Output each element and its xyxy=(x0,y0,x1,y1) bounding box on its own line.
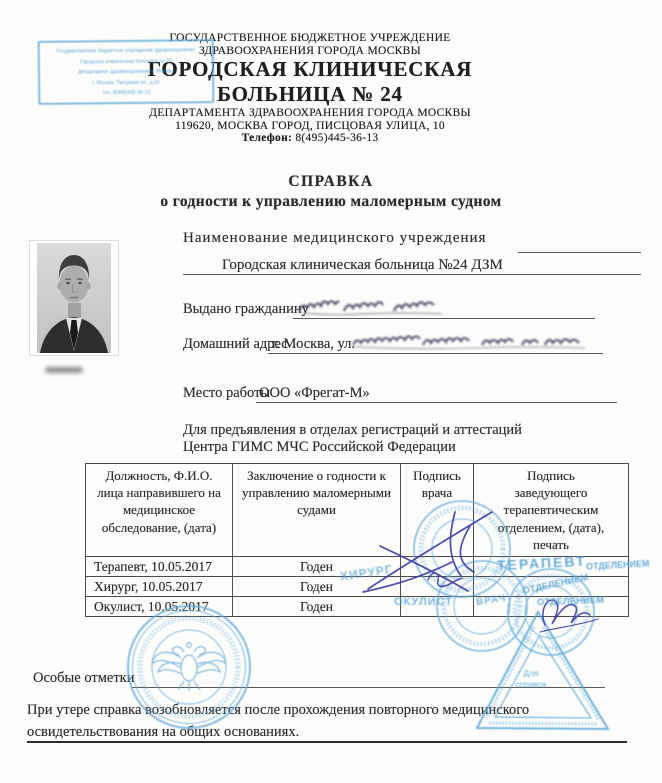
id-photo xyxy=(30,241,118,355)
reissue-note-line1: При утере справка возобновляется после прохождения повторного медицинского xyxy=(27,702,530,718)
purpose-line2: Центра ГИМС МЧС Российской Федерации xyxy=(183,439,456,455)
row-head-signature-cell xyxy=(474,594,629,617)
row-doctor-signature-cell xyxy=(401,597,474,617)
org-name-line2: ЗДРАВООХРАНЕНИЯ ГОРОДА МОСКВЫ xyxy=(199,44,421,57)
reissue-note-line2: освидетельствования на общих основаниях. xyxy=(27,724,300,740)
underline xyxy=(183,274,641,275)
col-header-position: Должность, Ф.И.О. лица направившего на медицинское обследование, (дата) xyxy=(86,464,233,557)
table-row xyxy=(86,577,629,597)
institution-label: Наименование медицинского учреждения xyxy=(183,230,487,246)
document-subtitle: о годности к управлению маломерным судном xyxy=(160,193,502,210)
col-header-conclusion: Заключение о годности к управлению маломерными судами xyxy=(233,464,401,557)
row-conclusion: Годен xyxy=(233,597,401,617)
corner-stamp-line: г. Москва, Писцовая ул., д.10 xyxy=(92,79,160,87)
purpose-line1: Для предъявления в отделах регистраций и аттестаций xyxy=(183,422,522,438)
department-stamp: ОТДЕЛЕНИЕМ xyxy=(521,572,590,597)
surgeon-stamp: ХИРУРГ xyxy=(339,562,394,584)
row-conclusion: Годен xyxy=(233,577,401,597)
phone-line xyxy=(40,132,580,145)
phone-label: Телефон: xyxy=(241,132,293,144)
corner-rect-stamp xyxy=(38,39,215,105)
department-stamp: ОТДЕЛЕНИЕМ xyxy=(536,594,605,609)
portrait-photo-graphic xyxy=(37,243,111,353)
row-head-signature-cell xyxy=(474,577,629,597)
home-address-value: г. Москва, ул. xyxy=(272,336,355,352)
row-doctor-signature-cell xyxy=(401,577,474,597)
row-position: Окулист, 10.05.2017 xyxy=(86,597,233,617)
bottom-rule xyxy=(27,741,627,743)
underline xyxy=(256,402,617,403)
department-line: ДЕПАРТАМЕНТА ЗДРАВООХРАНЕНИЯ ГОРОДА МОСКВЫ xyxy=(149,107,471,119)
home-address-label: Домашний адрес xyxy=(183,336,288,352)
corner-stamp-line: тел. 8(495)445-36-13 xyxy=(102,90,151,97)
phone-number: 8(495)445-36-13 xyxy=(295,132,379,144)
row-position: Хирург, 10.05.2017 xyxy=(86,577,233,597)
special-notes-label: Особые отметки xyxy=(33,670,135,686)
doctor-stamp: ВРАЧ xyxy=(475,592,508,609)
blank-line xyxy=(132,687,605,688)
corner-stamp-line: Городская клиническая больница № 24 xyxy=(79,58,172,66)
hospital-name-line1: ГОРОДСКАЯ КЛИНИЧЕСКАЯ xyxy=(147,57,473,81)
document-title-block xyxy=(0,173,662,211)
address-line: 119620, МОСКВА ГОРОД, ПИСЦОВАЯ УЛИЦА, 10 xyxy=(175,119,445,132)
underline xyxy=(268,353,603,354)
org-name-line1: ГОСУДАРСТВЕННОЕ БЮДЖЕТНОЕ УЧРЕЖДЕНИЕ xyxy=(169,32,451,44)
triangle-stamp-word1: Для xyxy=(523,668,539,678)
table-row xyxy=(86,597,629,617)
blank-line xyxy=(518,252,641,253)
row-head-signature-cell xyxy=(474,557,629,577)
corner-stamp-line: Департамент здравоохранения г. Москвы xyxy=(77,68,174,76)
redacted-name-scribble xyxy=(296,299,446,317)
department-stamp: ОТДЕЛЕНИЕМ xyxy=(585,558,650,572)
redacted-address-scribble xyxy=(350,334,592,351)
therapist-stamp: ТЕРАПЕВТ xyxy=(496,552,587,574)
document-title: СПРАВКА xyxy=(288,173,374,190)
double-eagle-emblem xyxy=(152,643,226,691)
corner-stamp-line: Государственное бюджетное учреждение здравоохранения xyxy=(56,47,196,55)
institution-value: Городская клиническая больница №24 ДЗМ xyxy=(222,257,503,273)
hospital-name-line2: БОЛЬНИЦА № 24 xyxy=(217,82,403,106)
workplace-value: ООО «Фрегат-М» xyxy=(259,385,370,401)
conclusions-table xyxy=(85,463,629,617)
issued-to-label: Выдано гражданину xyxy=(183,301,309,317)
row-doctor-signature-cell xyxy=(401,557,474,577)
row-conclusion: Годен xyxy=(233,557,401,577)
col-header-doctor-signature: Подпись врача xyxy=(401,464,474,557)
redacted-caption xyxy=(45,367,83,373)
table-row xyxy=(86,557,629,577)
oculist-stamp: ОКУЛИСТ xyxy=(394,596,453,608)
workplace-label: Место работы xyxy=(183,385,271,401)
col-header-head-signature: Подпись заведующего терапевтическим отделением, (дата), печать xyxy=(474,464,629,557)
triangle-stamp-word2: справок xyxy=(515,679,547,689)
row-position: Терапевт, 10.05.2017 xyxy=(86,557,233,577)
underline xyxy=(293,318,595,319)
